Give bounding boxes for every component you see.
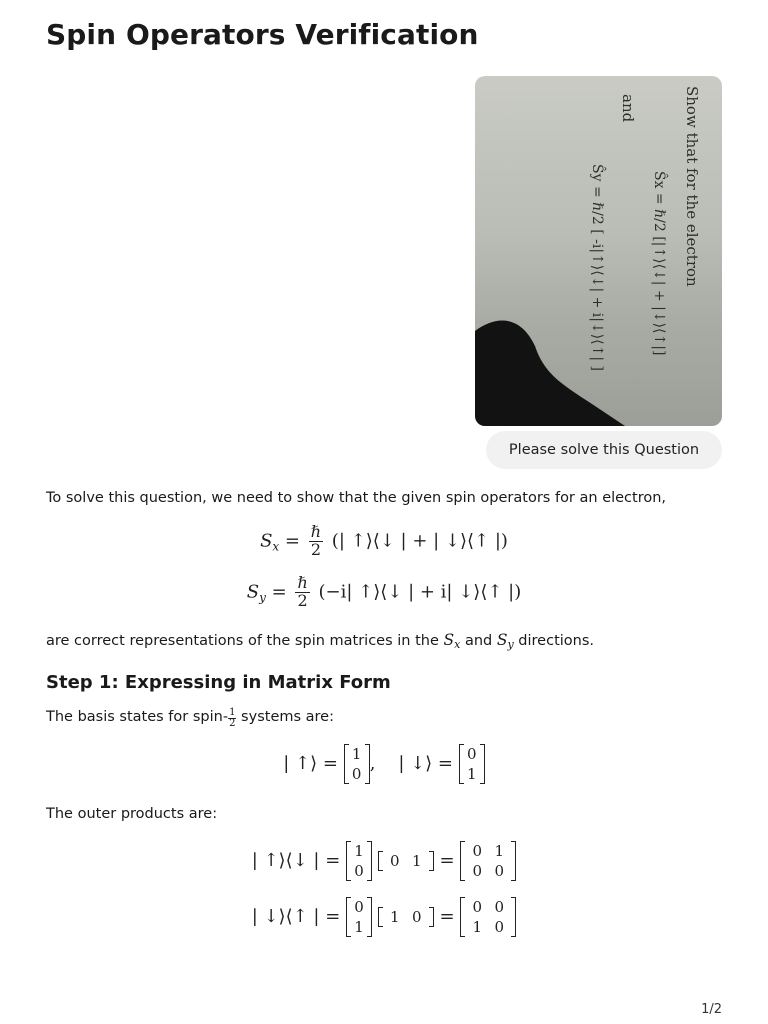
page-number: 1/2: [701, 1002, 722, 1017]
user-message-bubble: Please solve this Question: [486, 431, 722, 469]
photo-line-2: Ŝx = ℏ/2 [|↑⟩⟨↓| + |↓⟩⟨↑|]: [651, 171, 667, 356]
photo-line-4: Ŝy = ℏ/2 [ -i|↑⟩⟨↓| + i|↓⟩⟨↑| ]: [589, 164, 605, 371]
photo-line-3: and: [619, 94, 637, 123]
basis-equation: | ↑⟩ = 1 0 , | ↓⟩ = 0 1: [0, 744, 768, 784]
hbar-over-2: $\frac{\text{ℏ}}{2}$: [310, 522, 322, 559]
outer-product-updown: | ↑⟩⟨↓ | = 1 0 0 1 = 0 1 0 0: [0, 841, 768, 881]
photo-line-1: Show that for the electron: [683, 86, 701, 287]
page-title: Spin Operators Verification: [46, 18, 479, 51]
sx-equation: $S_x$ = $\frac{\text{ℏ}}{2}$ (| ↑⟩⟨↓ | + | ↓⟩⟨↑ |): [260, 522, 508, 559]
answer-outro: are correct representations of the spin matrices in the Sx and Sy directions.: [46, 631, 595, 651]
up-row-vector: 1 0: [378, 907, 434, 927]
sy-equation: $S_y$ = $\frac{\text{ℏ}}{2}$ (−i| ↑⟩⟨↓ | + i| ↓⟩⟨↑ |): [246, 573, 522, 610]
down-row-vector: 0 1: [378, 851, 434, 871]
matrix-downup: 0 0 1 0: [460, 897, 516, 937]
up-vector: 1 0: [346, 841, 372, 881]
outer-product-downup: | ↓⟩⟨↑ | = 0 1 1 0 = 0 0 1 0: [0, 897, 768, 937]
down-vector: 0 1: [346, 897, 372, 937]
up-vector: 1 0: [344, 744, 370, 784]
down-vector: 0 1: [459, 744, 485, 784]
sx-inline: Sx: [443, 631, 461, 651]
outer-products-text: The outer products are:: [46, 806, 218, 822]
sy-inline: Sy: [496, 631, 514, 651]
step1-heading: Step 1: Expressing in Matrix Form: [46, 672, 391, 693]
photo-handwriting: [589, 86, 701, 371]
question-photo[interactable]: [475, 76, 722, 426]
matrix-updown: 0 1 0 0: [460, 841, 516, 881]
hbar-over-2: $\frac{\text{ℏ}}{2}$: [297, 573, 308, 610]
answer-intro: To solve this question, we need to show that the given spin operators for an electron,: [46, 490, 667, 506]
one-half: $\frac{1}{2}$: [229, 707, 236, 729]
basis-text: The basis states for spin- $\frac{1}{2}$ systems are:: [46, 707, 334, 729]
handwritten-question-photo-icon: [475, 76, 722, 426]
